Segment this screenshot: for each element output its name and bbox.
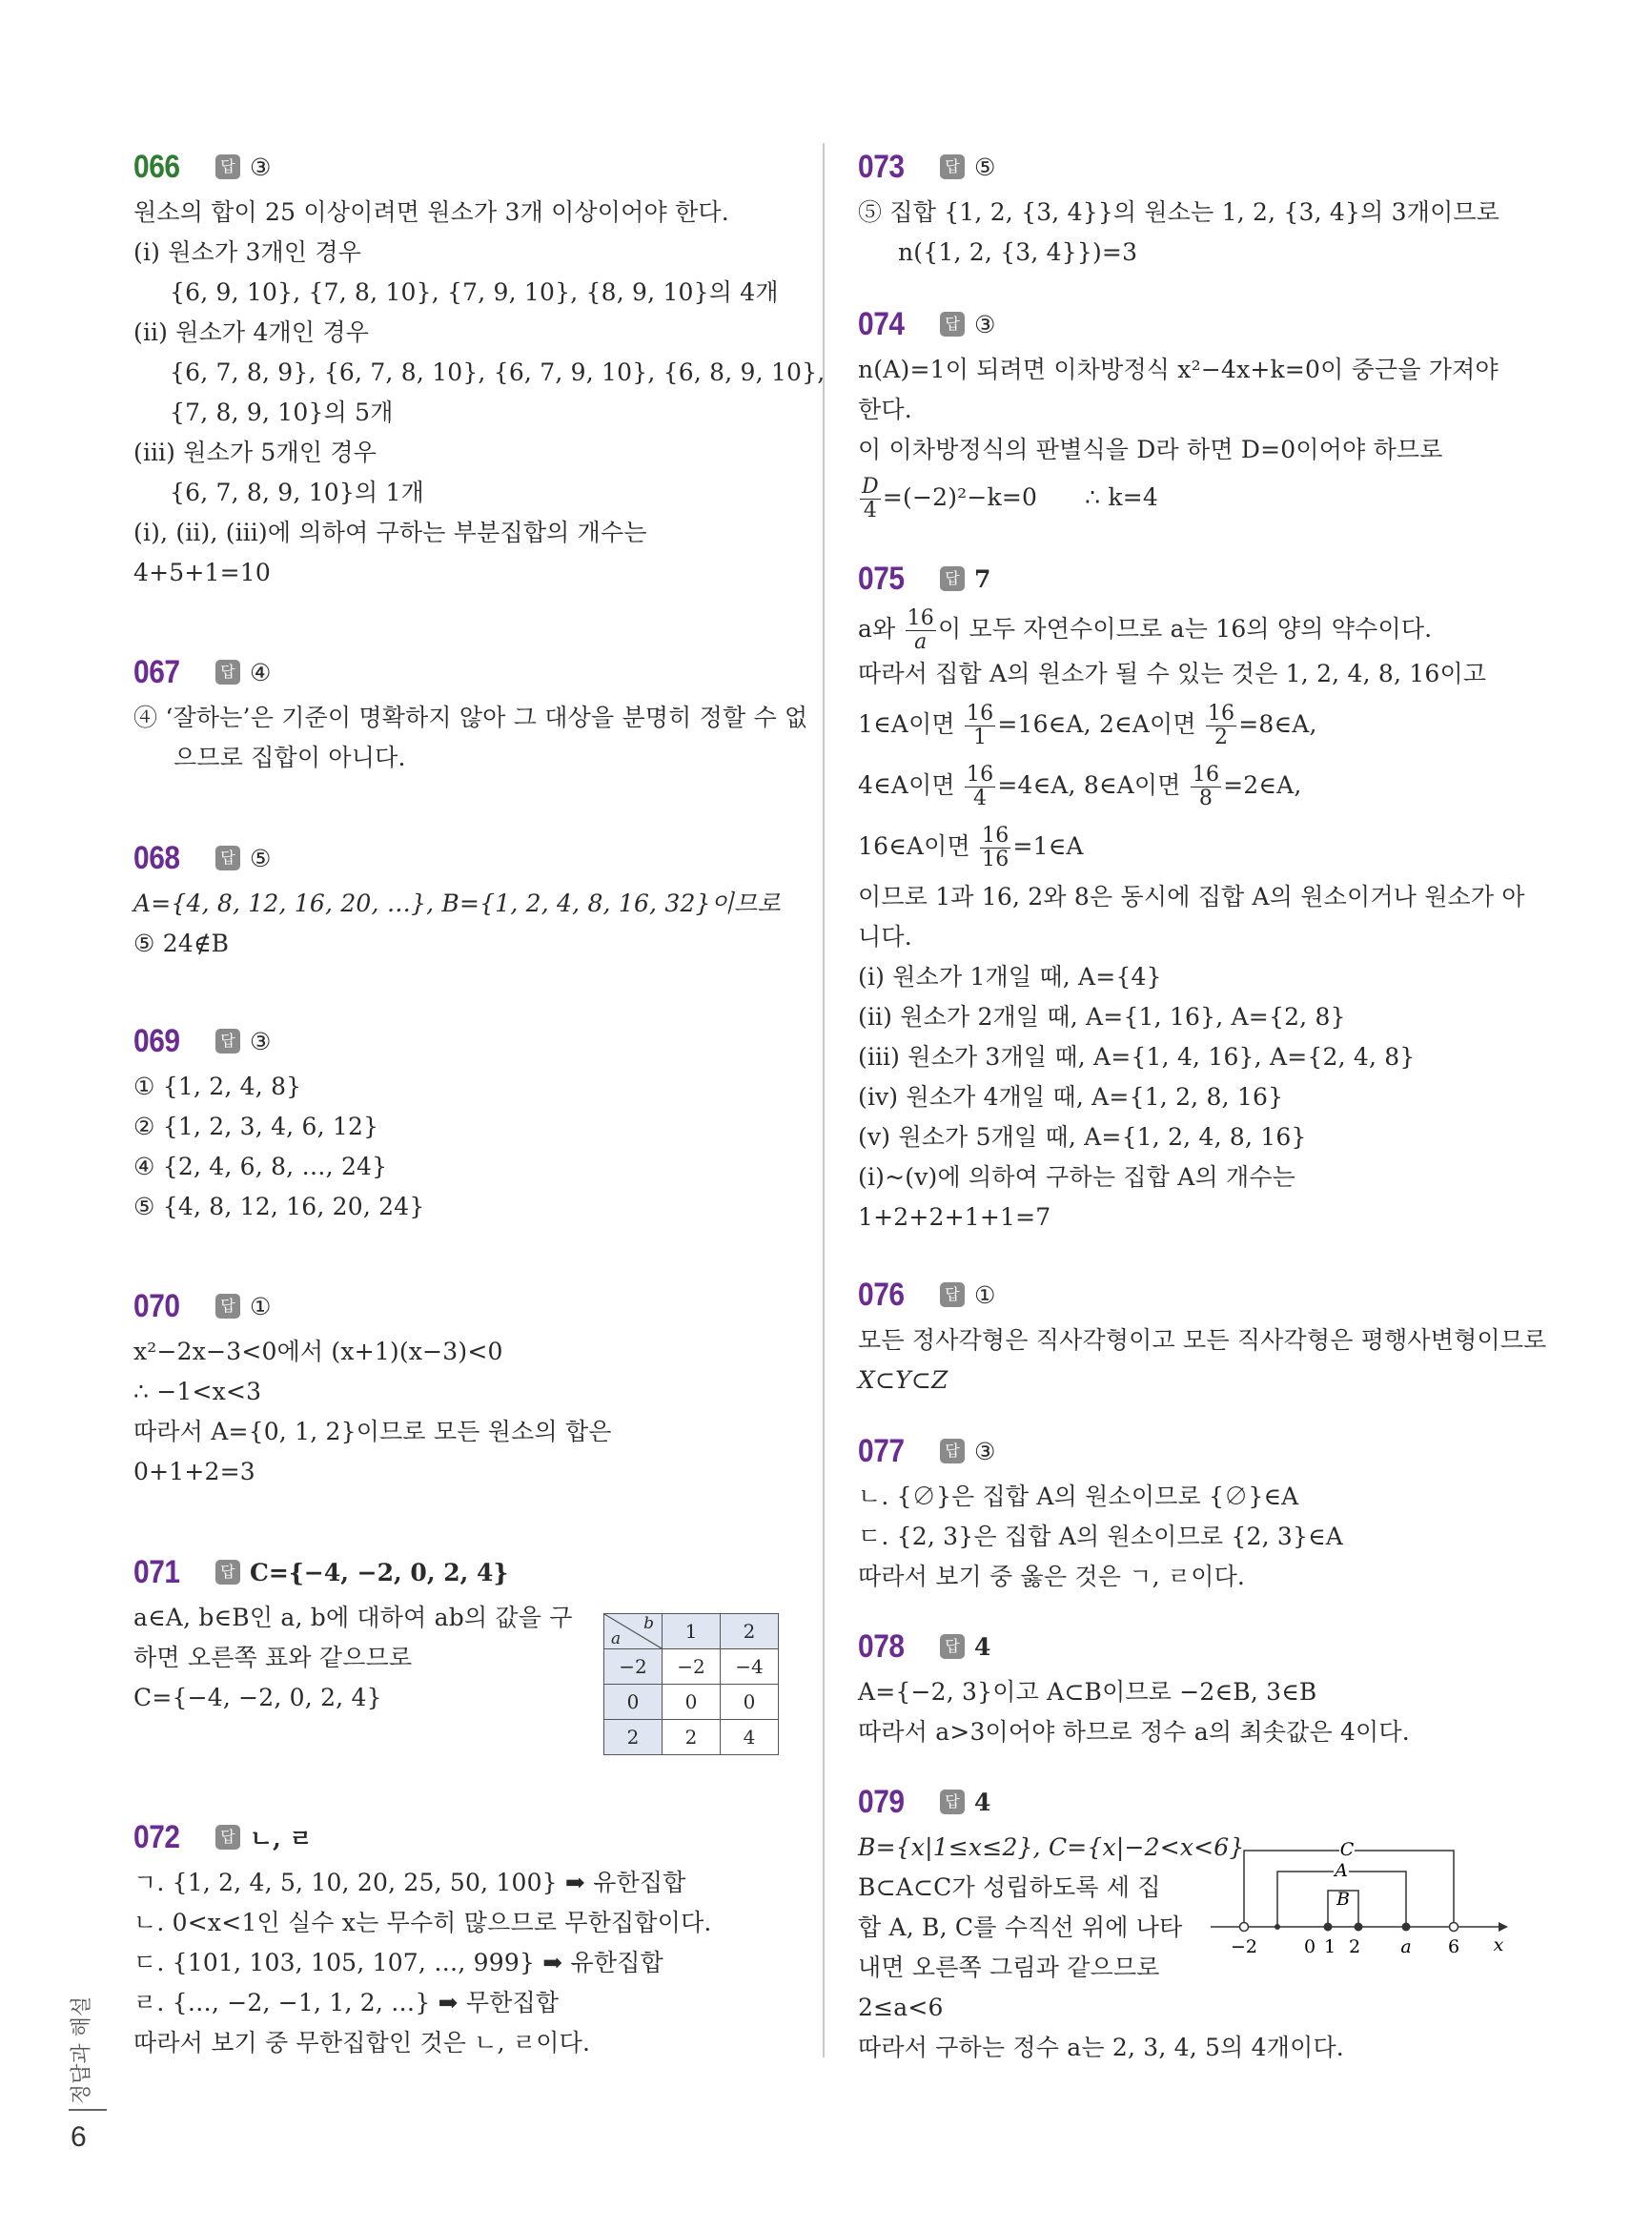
solution-line: ⑤ 집합 {1, 2, {3, 4}}의 원소는 1, 2, {3, 4}의 3개이므로	[858, 198, 1500, 226]
solution-line: 원소의 합이 25 이상이려면 원소가 3개 이상이어야 한다.	[133, 198, 729, 226]
solution-line: B⊂A⊂C가 성립하도록 세 집	[858, 1873, 1161, 1901]
fraction-denominator: 4	[863, 499, 878, 522]
answer: ①	[974, 1280, 996, 1309]
solution-line: ㄴ. {∅}은 집합 A의 원소이므로 {∅}∈A	[858, 1483, 1299, 1510]
solution-line: ㄷ. {101, 103, 105, 107, …, 999} ➡ 유한집합	[133, 1949, 663, 1976]
answer-tag: 답	[940, 566, 965, 591]
problem-069	[133, 1015, 791, 1227]
solution-line: ④ ‘잘하는’은 기준이 명확하지 않아 그 대상을 분명히 정할 수 없	[133, 704, 808, 731]
col-header: 2	[721, 1614, 779, 1649]
tick-label: −2	[1230, 1936, 1258, 1957]
fraction-numerator: 16	[966, 763, 994, 787]
solution-line: 따라서 구하는 정수 a는 2, 3, 4, 5의 4개이다.	[858, 2034, 1344, 2061]
problem-074	[858, 298, 1525, 525]
solution-line: (ⅱ) 원소가 2개일 때, A={1, 16}, A={2, 8}	[858, 1003, 1346, 1031]
column-divider	[823, 143, 825, 2057]
closed-point	[1324, 1923, 1333, 1932]
label-b: B	[1336, 1889, 1350, 1910]
fraction	[965, 765, 995, 809]
answer: 4	[974, 1788, 991, 1816]
answer-tag: 답	[215, 1029, 240, 1054]
solution-line: (ⅰ), (ⅱ), (ⅲ)에 의하여 구하는 부분집합의 개수는	[133, 519, 647, 546]
table-cell: −2	[663, 1649, 721, 1685]
equation-rest: =(−2)²−k=0	[882, 483, 1038, 511]
answer: ⑤	[250, 844, 272, 872]
answer-tag: 답	[940, 1282, 965, 1307]
answer: ③	[250, 1027, 272, 1055]
fraction-numerator: 16	[966, 702, 994, 726]
answer: ①	[250, 1292, 272, 1320]
fraction-denominator: 4	[973, 787, 988, 810]
solution-line: ㄹ. {…, −2, −1, 1, 2, …} ➡ 무한집합	[133, 1989, 560, 2016]
solution-line: 합 A, B, C를 수직선 위에 나타	[858, 1913, 1183, 1941]
solution-line: ⑤ {4, 8, 12, 16, 20, 24}	[133, 1193, 425, 1220]
problem-number: 069	[133, 1022, 180, 1059]
tick-label: 1	[1323, 1936, 1336, 1957]
table-cell: 2	[663, 1720, 721, 1755]
text: a와	[858, 615, 904, 643]
solution-line	[858, 755, 1525, 816]
solution-line: 1+2+2+1+1=7	[858, 1203, 1051, 1231]
problem-068	[133, 832, 791, 964]
solution-line: 0+1+2=3	[133, 1458, 255, 1485]
solution-line: ① {1, 2, 4, 8}	[133, 1073, 302, 1100]
open-point	[1450, 1923, 1458, 1932]
answer: ⑤	[974, 153, 996, 181]
table-cell: −4	[721, 1649, 779, 1685]
answer: ④	[250, 658, 272, 686]
solution-line: (ⅲ) 원소가 3개일 때, A={1, 4, 16}, A={2, 4, 8}	[858, 1043, 1416, 1071]
problem-number: 072	[133, 1818, 180, 1855]
solution-line	[858, 694, 1525, 755]
problem-077	[858, 1425, 1525, 1597]
row-label: 2	[604, 1720, 663, 1755]
problem-number: 066	[133, 148, 180, 185]
problem-number: 068	[133, 839, 180, 876]
solution-line: n({1, 2, {3, 4}})=3	[898, 238, 1138, 266]
problem-073	[858, 141, 1525, 273]
solution-line: (ⅳ) 원소가 4개일 때, A={1, 2, 8, 16}	[858, 1083, 1284, 1111]
solution-line: ㄱ. {1, 2, 4, 5, 10, 20, 25, 50, 100} ➡ 유한집합	[133, 1869, 686, 1896]
text: =1∈A	[1012, 832, 1084, 860]
solution-line: 모든 정사각형은 직사각형이고 모든 직사각형은 평행사변형이므로	[858, 1326, 1547, 1354]
text: =8∈A,	[1238, 710, 1317, 738]
solution-line: X⊂Y⊂Z	[858, 1366, 948, 1394]
text: 1∈A이면	[858, 710, 963, 738]
solution-line: 2≤a<6	[858, 1994, 944, 2021]
fraction-denominator: 1	[973, 726, 988, 749]
closed-point	[1355, 1923, 1363, 1932]
fraction	[906, 608, 936, 653]
solution-line: 이 이차방정식의 판별식을 D라 하면 D=0이어야 하므로	[858, 436, 1443, 463]
answer-tag: 답	[215, 1560, 240, 1585]
closed-point	[1402, 1923, 1411, 1932]
fraction-numerator: 16	[1192, 763, 1220, 787]
fraction-numerator: 16	[1207, 702, 1235, 726]
solution-line: 이므로 1과 16, 2와 8은 동시에 집합 A의 원소이거나 원소가 아	[858, 883, 1525, 910]
side-label	[61, 1995, 99, 2105]
solution-line: 따라서 A={0, 1, 2}이므로 모든 원소의 합은	[133, 1418, 612, 1445]
solution-line: 니다.	[858, 923, 912, 951]
fraction-denominator: a	[914, 630, 928, 654]
fraction-numerator: 16	[907, 606, 935, 630]
solution-line: {6, 9, 10}, {7, 8, 10}, {7, 9, 10}, {8, 9, 10}의 4개	[170, 278, 779, 306]
solution-line: C={−4, −2, 0, 2, 4}	[133, 1684, 382, 1711]
text: 16∈A이면	[858, 832, 979, 860]
answer-tag: 답	[940, 1634, 965, 1659]
conclusion: ∴ k=4	[1085, 483, 1158, 511]
fraction	[1191, 765, 1221, 809]
text: =16∈A, 2∈A이면	[997, 710, 1204, 738]
problem-number: 067	[133, 653, 180, 690]
answer-tag: 답	[215, 846, 240, 870]
side-rule	[69, 2109, 107, 2111]
table-cell: 0	[721, 1685, 779, 1720]
product-table	[603, 1613, 779, 1755]
solution-line	[858, 816, 1525, 877]
solution-line: ㄷ. {2, 3}은 집합 A의 원소이므로 {2, 3}∈A	[858, 1523, 1344, 1550]
solution-line: ⑤ 24∉B	[133, 930, 230, 957]
answer-tag: 답	[940, 1790, 965, 1814]
fraction-numerator: 16	[982, 824, 1010, 848]
solution-line: ㄴ. 0<x<1인 실수 x는 무수히 많으므로 무한집합이다.	[133, 1909, 712, 1936]
axis-label: x	[1493, 1934, 1504, 1955]
solution-line: n(A)=1이 되려면 이차방정식 x²−4x+k=0이 중근을 가져야	[858, 356, 1499, 383]
answer: C={−4, −2, 0, 2, 4}	[250, 1558, 509, 1586]
solution-line: ④ {2, 4, 6, 8, …, 24}	[133, 1153, 388, 1180]
page-number: 6	[71, 2121, 87, 2153]
answer: ③	[250, 153, 272, 181]
problem-078	[858, 1621, 1525, 1752]
answer-tag: 답	[940, 312, 965, 337]
problem-072	[133, 1811, 791, 2063]
problem-number: 077	[858, 1432, 905, 1469]
problem-067	[133, 646, 808, 778]
problem-number: 076	[858, 1276, 905, 1313]
text: =4∈A, 8∈A이면	[997, 771, 1189, 799]
problem-number: 078	[858, 1627, 905, 1665]
answer: ③	[974, 1437, 996, 1465]
answer-tag: 답	[215, 1294, 240, 1319]
problem-number: 079	[858, 1783, 905, 1820]
fraction	[980, 826, 1010, 870]
answer: 4	[974, 1632, 991, 1661]
answer-tag: 답	[215, 154, 240, 179]
problem-076	[858, 1269, 1547, 1401]
solution-line: x²−2x−3<0에서 (x+1)(x−3)<0	[133, 1338, 503, 1365]
fraction-numerator: D	[862, 475, 879, 499]
answer: ③	[974, 310, 996, 338]
solution-line	[858, 604, 1525, 654]
problem-number: 073	[858, 148, 905, 185]
problem-066	[133, 141, 826, 593]
solution-line: A={4, 8, 12, 16, 20, …}, B={1, 2, 4, 8, 16, 32}이므로	[133, 890, 781, 917]
solution-line: {6, 7, 8, 9, 10}의 1개	[170, 479, 424, 506]
open-point	[1240, 1923, 1249, 1932]
solution-line: (ⅱ) 원소가 4개인 경우	[133, 318, 370, 346]
solution-line: 하면 오른쪽 표와 같으므로	[133, 1644, 413, 1671]
solution-line: ② {1, 2, 3, 4, 6, 12}	[133, 1113, 379, 1140]
solution-line: (ⅰ) 원소가 1개일 때, A={4}	[858, 963, 1162, 991]
problem-number: 070	[133, 1287, 180, 1324]
text: 4∈A이면	[858, 771, 963, 799]
fraction	[860, 477, 881, 522]
problem-number: 071	[133, 1553, 180, 1590]
problem-079	[858, 1776, 1525, 2068]
solution-line: (ⅰ)~(ⅴ)에 의하여 구하는 집합 A의 개수는	[858, 1163, 1296, 1191]
side-label-text: 정답과 해설	[70, 1995, 94, 2105]
tick-point	[1275, 1924, 1280, 1930]
table-corner	[604, 1614, 663, 1649]
row-label: 0	[604, 1685, 663, 1720]
solution-line: 4+5+1=10	[133, 559, 271, 586]
solution-line: 한다.	[858, 396, 912, 423]
fraction-denominator: 8	[1198, 787, 1214, 810]
solution-line: 따라서 집합 A의 원소가 될 수 있는 것은 1, 2, 4, 8, 16이고	[858, 660, 1487, 687]
fraction-denominator: 2	[1214, 726, 1229, 749]
problem-075	[858, 553, 1525, 1238]
row-label: −2	[604, 1649, 663, 1685]
solution-line: ∴ −1<x<3	[133, 1378, 262, 1405]
solution-line: (ⅰ) 원소가 3개인 경우	[133, 238, 362, 266]
solution-line: 내면 오른쪽 그림과 같으므로	[858, 1954, 1160, 1981]
problem-number: 075	[858, 560, 905, 597]
solution-line: A={−2, 3}이고 A⊂B이므로 −2∈B, 3∈B	[858, 1678, 1317, 1706]
col-header: 1	[663, 1614, 721, 1649]
solution-line: B={x|1≤x≤2}, C={x|−2<x<6}	[858, 1833, 1245, 1861]
text: =2∈A,	[1223, 771, 1302, 799]
label-a: A	[1335, 1860, 1348, 1881]
solution-line: (ⅴ) 원소가 5개일 때, A={1, 2, 4, 8, 16}	[858, 1123, 1307, 1151]
answer-tag: 답	[215, 660, 240, 685]
problem-number: 074	[858, 305, 905, 342]
solution-line: 따라서 a>3이어야 하므로 정수 a의 최솟값은 4이다.	[858, 1718, 1410, 1746]
equation-line	[858, 470, 1525, 525]
fraction-denominator: 16	[982, 848, 1010, 871]
problem-071	[133, 1546, 791, 1749]
number-line-diagram	[1211, 1831, 1516, 1974]
corner-b: b	[643, 1614, 654, 1633]
tick-label: a	[1400, 1936, 1412, 1957]
corner-a: a	[611, 1629, 622, 1648]
table-cell: 0	[663, 1685, 721, 1720]
axis-arrow-icon	[1499, 1922, 1508, 1932]
solution-line: (ⅲ) 원소가 5개인 경우	[133, 439, 377, 466]
fraction	[1206, 704, 1236, 748]
solution-line: {6, 7, 8, 9}, {6, 7, 8, 10}, {6, 7, 9, 10}, {6, 8, 9, 10},	[170, 358, 826, 386]
tick-label: 2	[1348, 1936, 1361, 1957]
table-cell: 4	[721, 1720, 779, 1755]
solution-line: 따라서 보기 중 무한집합인 것은 ㄴ, ㄹ이다.	[133, 2029, 591, 2056]
answer: 7	[974, 564, 991, 593]
problem-070	[133, 1280, 791, 1492]
answer-tag: 답	[940, 154, 965, 179]
answer-tag: 답	[940, 1439, 965, 1463]
tick-label: 0	[1303, 1936, 1316, 1957]
solution-line: 으므로 집합이 아니다.	[173, 744, 406, 771]
solution-line: a∈A, b∈B인 a, b에 대하여 ab의 값을 구	[133, 1604, 573, 1631]
answer-tag: 답	[215, 1825, 240, 1850]
solution-line: 따라서 보기 중 옳은 것은 ㄱ, ㄹ이다.	[858, 1563, 1246, 1590]
tick-label: 6	[1447, 1936, 1460, 1957]
label-c: C	[1339, 1839, 1355, 1860]
fraction	[965, 704, 995, 748]
answer: ㄴ, ㄹ	[250, 1825, 313, 1852]
solution-line: {7, 8, 9, 10}의 5개	[170, 399, 394, 426]
text: 이 모두 자연수이므로 a는 16의 양의 약수이다.	[938, 615, 1433, 643]
